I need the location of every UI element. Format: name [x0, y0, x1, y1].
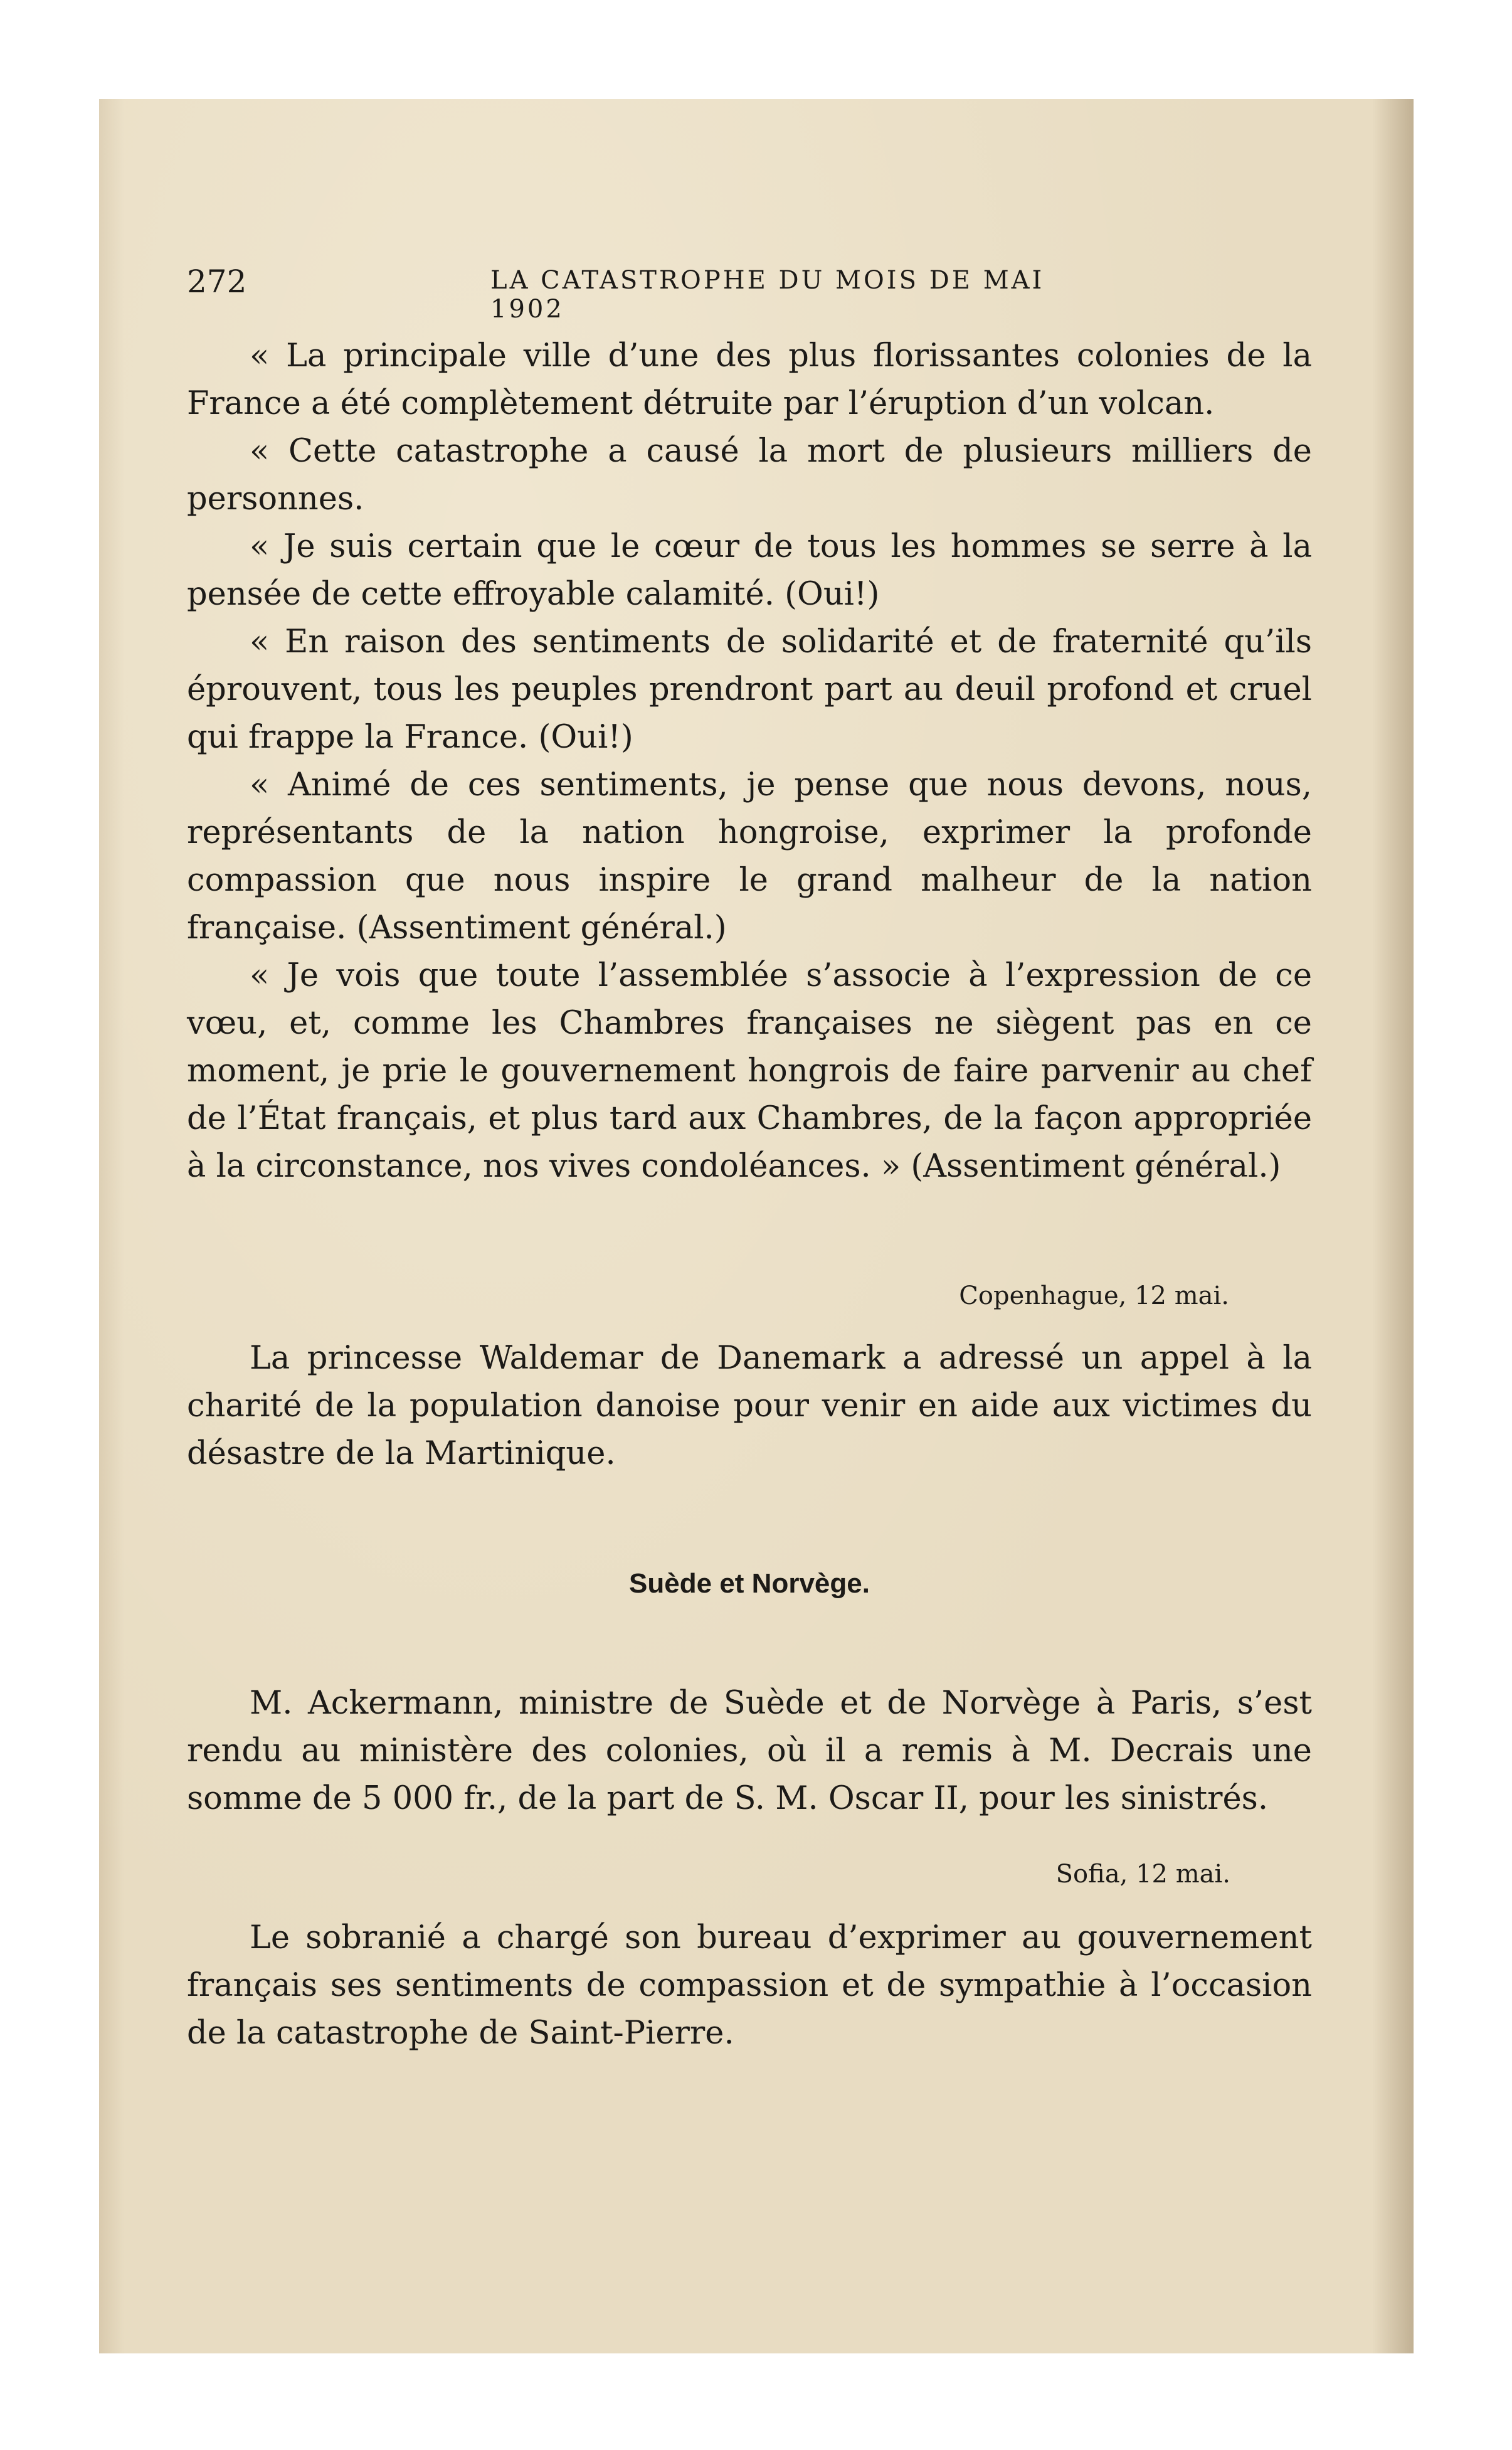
quote-paragraph-3: « Je suis certain que le cœur de tous les hommes se serre à la pensée de cette effroyable calamité. (Oui!) — [187, 528, 1312, 613]
sofia-paragraph: Le sobranié a chargé son bureau d’exprimer au gouvernement français ses sentiments de compassion et de sympathie à l’occasion de la catastrophe de Saint-Pierre. — [187, 1919, 1312, 2052]
section-title: Suède et Norvège. — [629, 1568, 870, 1599]
suede-block — [187, 1680, 1312, 1823]
suede-paragraph: M. Ackermann, ministre de Suède et de Norvège à Paris, s’est rendu au ministère des colonies, où il a remis à M. Decrais une somme de 5 000 fr., de la part de S. M. Oscar II, pour les sinistrés. — [187, 1685, 1312, 1817]
dateline-sofia: Sofia, 12 mai. — [1055, 1860, 1230, 1889]
quote-block — [187, 332, 1312, 1191]
page-number: 272 — [187, 263, 247, 300]
quote-paragraph-1: « La principale ville d’une des plus florissantes colonies de la France a été complètement détruite par l’éruption d’un volcan. — [187, 337, 1312, 422]
quote-paragraph-5: « Animé de ces sentiments, je pense que nous devons, nous, représentants de la nation hongroise, exprimer la profonde compassion que nous inspire le grand malheur de la nation française. (Assentiment général.) — [187, 766, 1312, 947]
quote-paragraph-2: « Cette catastrophe a causé la mort de plusieurs milliers de personnes. — [187, 433, 1312, 517]
quote-paragraph-6: « Je vois que toute l’assemblée s’associe à l’expression de ce vœu, et, comme les Chambres françaises ne siègent pas en ce moment, je prie le gouvernement hongrois de faire parvenir au chef de l’État français, et plus tard aux Chambres, de la façon appropriée à la circonstance, nos vives condoléances. » (Assentiment général.) — [187, 957, 1312, 1185]
sofia-block — [187, 1914, 1312, 2057]
running-title: LA CATASTROPHE DU MOIS DE MAI 1902 — [490, 266, 1045, 324]
copenhague-block — [187, 1335, 1312, 1478]
dateline-copenhague: Copenhague, 12 mai. — [959, 1281, 1229, 1310]
copenhague-paragraph: La princesse Waldemar de Danemark a adressé un appel à la charité de la population danoise pour venir en aide aux victimes du désastre de la Martinique. — [187, 1340, 1312, 1472]
quote-paragraph-4: « En raison des sentiments de solidarité et de fraternité qu’ils éprouvent, tous les peuples prendront part au deuil profond et cruel qui frappe la France. (Oui!) — [187, 623, 1312, 756]
